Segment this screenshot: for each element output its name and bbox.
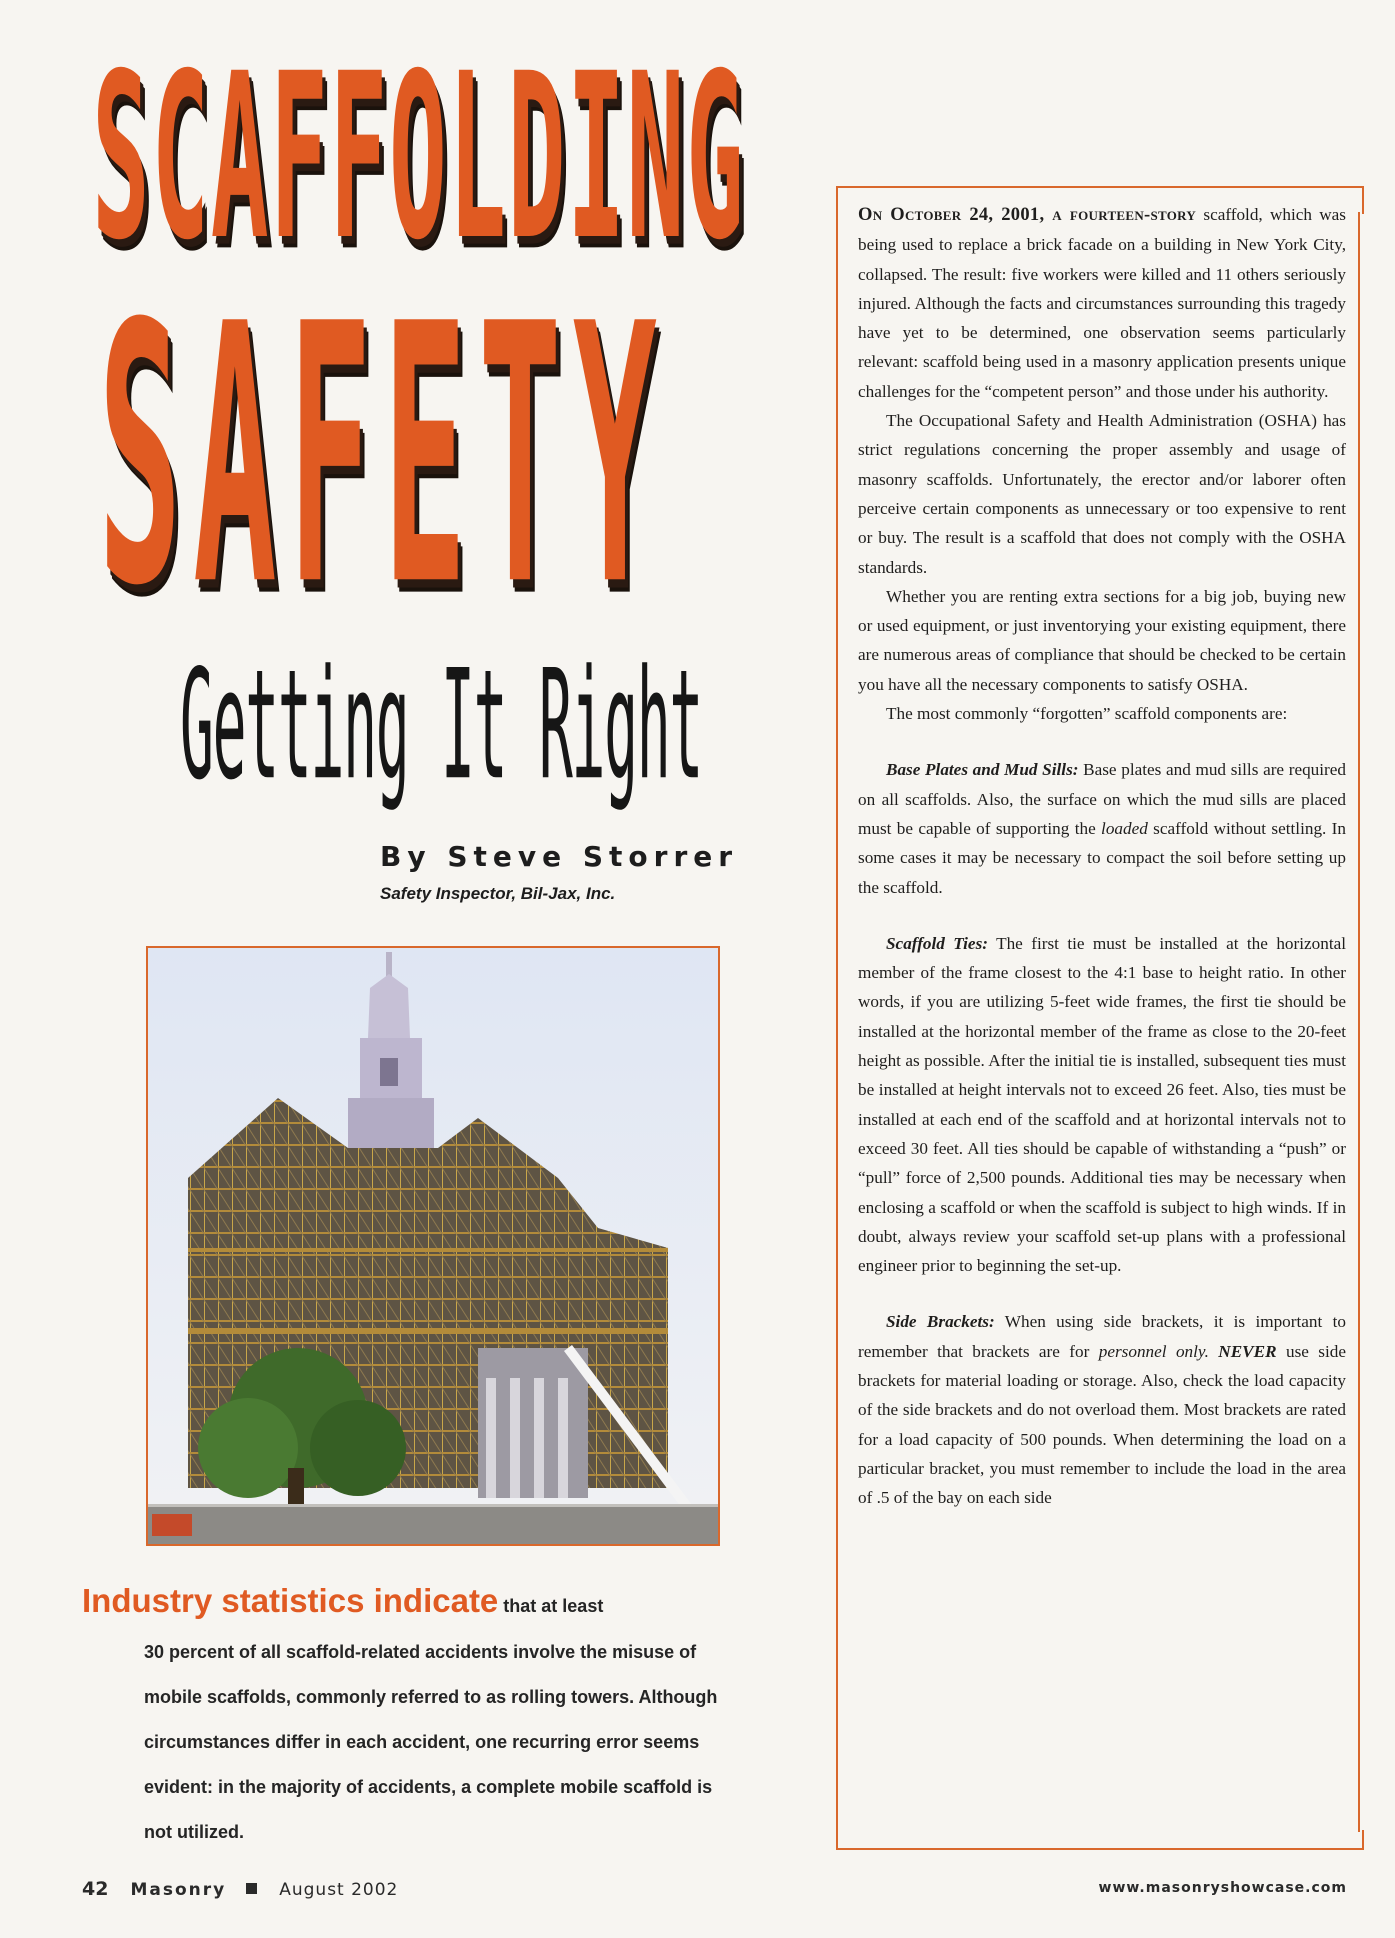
article-section-side-brackets [858, 1307, 1346, 1512]
footer-square-icon [246, 1883, 257, 1894]
article-body [858, 200, 1346, 1512]
section-text: The first tie must be installed at the horizontal member of the frame closest to the 4:1 base to height ratio. In other words, if you are utilizing 5-feet wide frames, the first tie should be installed at the horizontal member of the frame as close to the 20-feet height as possible. After the initial tie is installed, subsequent ties must be installed at height intervals not to exceed 26 feet. Also, ties must be installed at each end of the scaffold and at horizontal intervals not to exceed 30 feet. All ties should be capable of withstanding a “push” or “pull” force of 2,500 pounds. Additional ties may be necessary when enclosing a scaffold or when the scaffold is subject to high winds. If in doubt, always review your scaffold set-up plans with a professional engineer prior to beginning the set-up. [858, 933, 1346, 1276]
footer-left [82, 1878, 398, 1900]
pull-quote [82, 1582, 722, 1855]
headline-title-line2: SAFETY [98, 249, 669, 666]
page-number: 42 [82, 1878, 109, 1900]
section-text: use side brackets for material loading or storage. Also, check the load capacity of the side brackets and do not overload them. Most brackets are rated for a load capacity of 500 pounds. When determining the load on a particular bracket, you must remember to include the load in the area of .5 of the bay on each side [858, 1341, 1346, 1508]
section-text: Base plates and mud sills are required on all scaffolds. Also, the surface on which the mud sills are placed must be capable of supporting the [858, 760, 1346, 838]
scaffolded-courthouse-photo [146, 946, 720, 1546]
pull-quote-body: 30 percent of all scaffold-related accidents involve the misuse of mobile scaffolds, commonly referred to as rolling towers. Although circumstances differ in each accident, one recurring error seems evident: in the majority of accidents, a complete mobile scaffold is not utilized. [144, 1642, 718, 1842]
section-term-scaffold-ties: Scaffold Ties: [886, 933, 988, 953]
article-paragraph-forgotten: The most commonly “forgotten” scaffold components are: [886, 704, 1288, 724]
article-intro-smallcaps: On October 24, 2001, a fourteen-story [858, 205, 1197, 225]
article-section-scaffold-ties [858, 929, 1346, 1281]
section-term-base-plates: Base Plates and Mud Sills: [886, 760, 1079, 780]
section-never-emphasis: NEVER [1208, 1341, 1277, 1361]
section-text: When using side brackets, it is important to remember that brackets are for [858, 1312, 1346, 1361]
byline-author-title: Safety Inspector, Bil-Jax, Inc. [380, 884, 616, 903]
photo-illustration [148, 948, 718, 1544]
headline-title-line1: SCAFFOLDING [92, 27, 746, 292]
article-section-base-plates [858, 755, 1346, 901]
footer-url: www.masonryshowcase.com [1098, 1880, 1347, 1896]
footer-magazine: Masonry [130, 1880, 227, 1900]
column-bracket-right [1358, 212, 1360, 1832]
article-paragraph-osha: The Occupational Safety and Health Administration (OSHA) has strict regulations concerning the proper assembly and usage of masonry scaffolds. Unfortunately, the erector and/or laborer often perceive certain components as unnecessary or too expensive to rent or buy. The result is a scaffold that does not comply with the OSHA standards. [858, 411, 1346, 577]
column-bracket-bottom [836, 1830, 1364, 1850]
article-paragraph-compliance: Whether you are renting extra sections for a big job, buying new or used equipment, or just inventorying your existing equipment, there are numerous areas of compliance that should be checked to be certain you have all the necessary components to satisfy OSHA. [858, 586, 1346, 694]
section-text: scaffold without settling. In some cases it may be necessary to compact the soil before setting up the scaffold. [858, 818, 1346, 897]
footer-date: August 2002 [279, 1880, 399, 1900]
article-intro-text: scaffold, which was being used to replace a brick facade on a building in New York City, collapsed. The result: five workers were killed and 11 others seriously injured. Although the facts and circumstances surrounding this tragedy have yet to be determined, one observation seems particularly relevant: scaffold being used in a masonry application presents unique challenges for the “competent person” and those under his authority. [858, 205, 1346, 401]
byline-author: By Steve Storrer [380, 840, 739, 873]
column-bracket-left [836, 212, 838, 1832]
section-emphasis: personnel only. [1098, 1341, 1209, 1361]
headline-subtitle: Getting It Right [180, 636, 703, 814]
pull-quote-lead-rest: that at least [498, 1596, 604, 1616]
section-emphasis: loaded [1101, 818, 1148, 838]
article-paragraph-intro [858, 200, 1346, 406]
section-term-side-brackets: Side Brackets: [886, 1312, 995, 1332]
pull-quote-lead: Industry statistics indicate [82, 1582, 499, 1619]
